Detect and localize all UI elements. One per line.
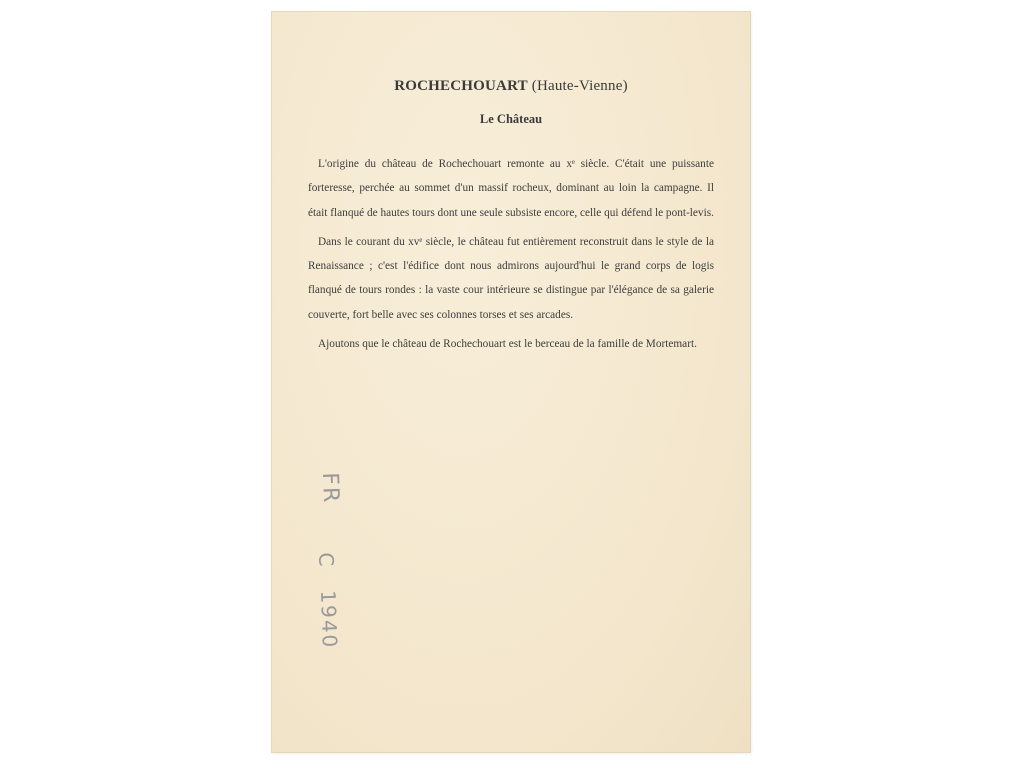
document-title: [272, 78, 750, 95]
handwritten-mark-year: 1940: [316, 590, 343, 650]
title-region: (Haute-Vienne): [531, 78, 628, 94]
postcard-back: [272, 12, 750, 752]
handwritten-mark-c: C: [314, 552, 339, 569]
document-body: [308, 152, 714, 361]
paragraph-3: Ajoutons que le château de Rochechouart est le berceau de la famille de Mortemart.: [318, 338, 697, 351]
document-subtitle: Le Château: [479, 112, 543, 126]
paragraph-2: Dans le courant du xvᵉ siècle, le château fut entièrement reconstruit dans le style de la Renaissance ; c'est l'édifice dont nous admirons aujourd'hui le grand corps de logis flanqué de tours rondes : la vaste cour intérieure se distingue par l'élégance de sa galerie couverte, fort belle avec ses colonnes torses et ses arcades.: [308, 235, 714, 321]
title-place: ROCHECHOUART: [394, 78, 528, 94]
handwritten-mark-fr: FR: [317, 472, 344, 505]
paragraph-1: L'origine du château de Rochechouart remonte au xᵉ siècle. C'était une puissante forteresse, perchée au sommet d'un massif rocheux, dominant au loin la campagne. Il était flanqué de hautes tours dont une seule subsiste encore, celle qui défend le pont-levis.: [308, 158, 714, 219]
